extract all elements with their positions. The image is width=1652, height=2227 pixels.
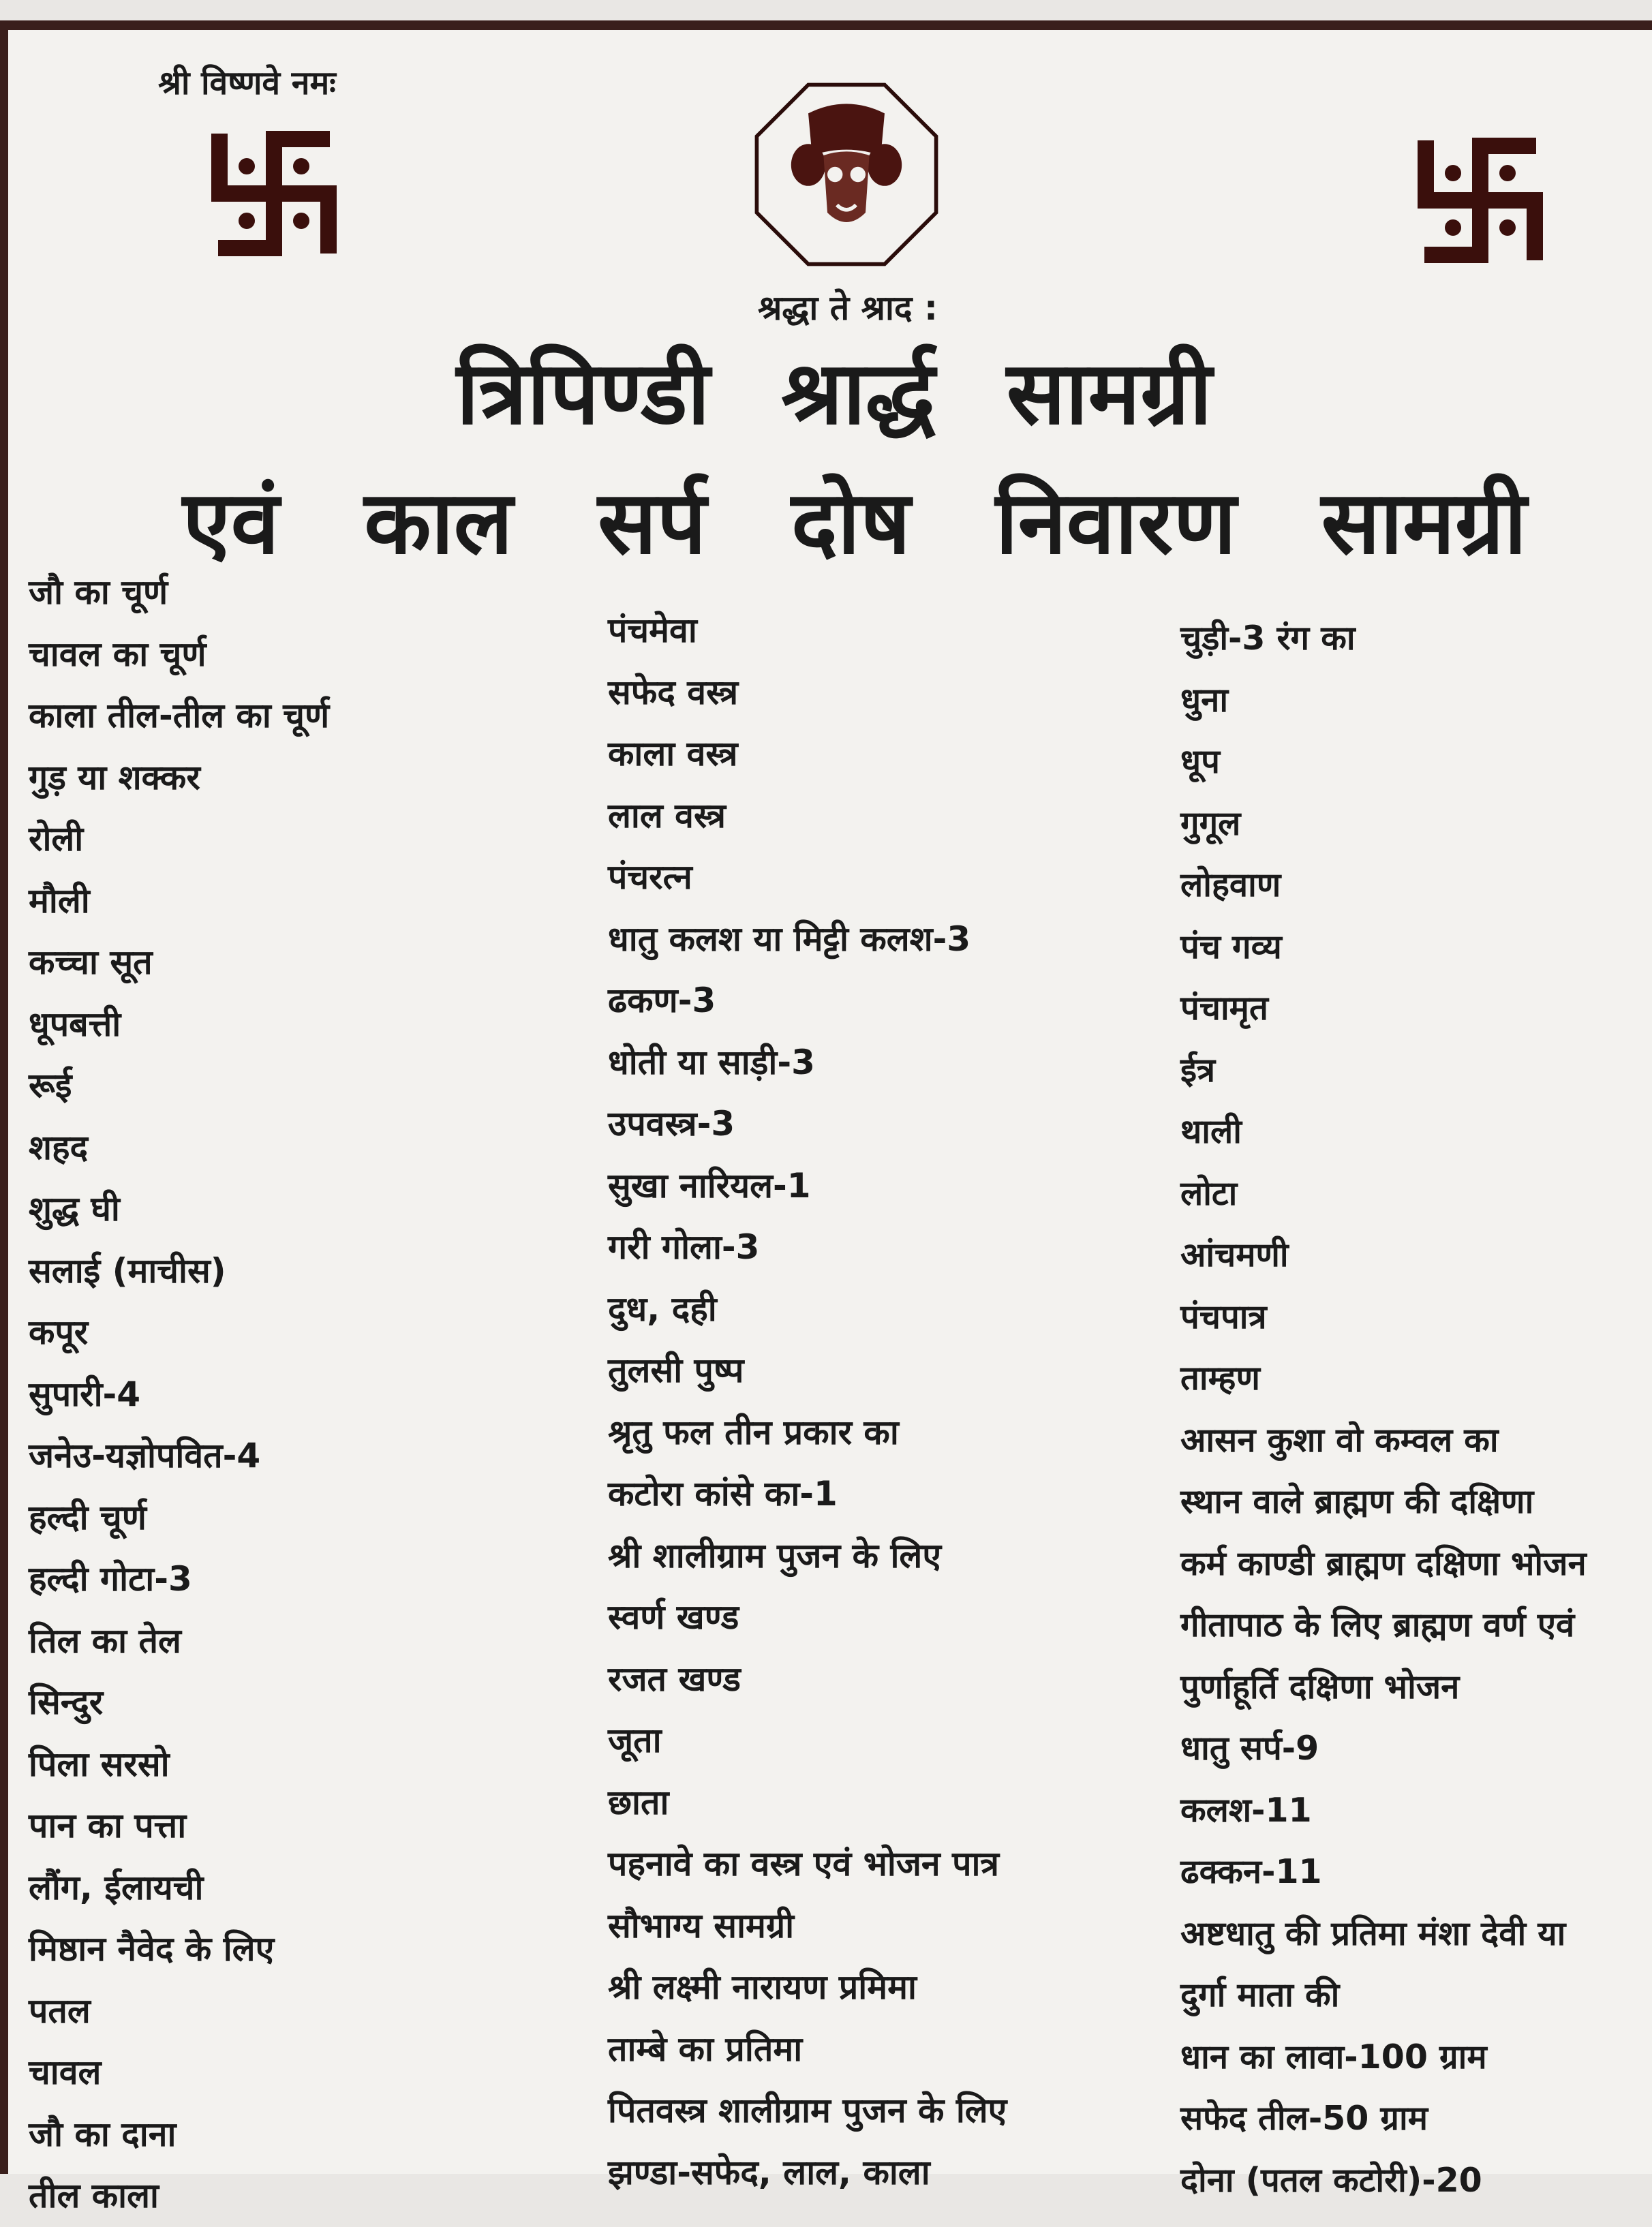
list-item: पहनावे का वस्त्र एवं भोजन पात्र bbox=[608, 1844, 1000, 1884]
swastika-right-icon bbox=[1412, 132, 1548, 268]
list-item: लाल वस्त्र bbox=[608, 795, 726, 835]
list-item: कच्चा सूत bbox=[29, 942, 153, 982]
list-item: ढक्कन-11 bbox=[1180, 1852, 1322, 1891]
list-item: पिला सरसो bbox=[29, 1744, 170, 1784]
list-item: चावल bbox=[29, 2053, 102, 2092]
list-item: ताम्बे का प्रतिमा bbox=[608, 2029, 803, 2069]
list-item: सफेद तील-50 ग्राम bbox=[1180, 2099, 1428, 2138]
list-item: धूपबत्ती bbox=[29, 1004, 121, 1044]
list-item: हल्दी गोटा-3 bbox=[29, 1559, 192, 1599]
list-item: रोली bbox=[29, 819, 84, 859]
deity-emblem-icon bbox=[751, 79, 942, 273]
list-item: लोहवाण bbox=[1180, 865, 1281, 904]
item-list-middle bbox=[608, 600, 1167, 2203]
list-item: दोना (पतल कटोरी)-20 bbox=[1180, 2160, 1482, 2200]
list-item: गुगूल bbox=[1180, 803, 1241, 843]
list-item: तिल का तेल bbox=[29, 1621, 181, 1661]
list-item: पंचपात्र bbox=[1180, 1297, 1267, 1336]
swastika-left-icon bbox=[206, 125, 342, 262]
list-item: थाली bbox=[1180, 1112, 1242, 1151]
list-item: स्वर्ण खण्ड bbox=[608, 1597, 739, 1637]
list-item: छाता bbox=[608, 1782, 669, 1822]
list-item: काला वस्त्र bbox=[608, 734, 738, 773]
list-item: जौ का दाना bbox=[29, 2114, 177, 2154]
list-item: चावल का चूर्ण bbox=[29, 634, 206, 674]
list-item: शहद bbox=[29, 1127, 89, 1167]
list-item: सफेद वस्त्र bbox=[608, 672, 739, 712]
list-item: ढकण-3 bbox=[608, 981, 716, 1020]
list-item: पुर्णाहूर्ति दक्षिणा भोजन bbox=[1180, 1667, 1460, 1706]
list-item: रजत खण्ड bbox=[608, 1659, 741, 1699]
list-item: हल्दी चूर्ण bbox=[29, 1497, 147, 1537]
list-item: दुर्गा माता की bbox=[1180, 1976, 1340, 2014]
list-item: चुड़ी-3 रंग का bbox=[1180, 619, 1356, 658]
list-item: धुना bbox=[1180, 680, 1229, 720]
list-item: श्रृतु फल तीन प्रकार का bbox=[608, 1412, 899, 1452]
list-item: धूप bbox=[1180, 742, 1220, 781]
list-item: सुखा नारियल-1 bbox=[608, 1165, 811, 1205]
motto-text: श्रद्धा ते श्राद : bbox=[758, 288, 938, 328]
list-item: ईत्र bbox=[1180, 1050, 1216, 1090]
list-item: जौ का चूर्ण bbox=[29, 572, 168, 612]
list-item: सलाई (माचीस) bbox=[29, 1250, 226, 1291]
list-item: धोती या साड़ी-3 bbox=[608, 1042, 815, 1082]
list-item: गीतापाठ के लिए ब्राह्मण वर्ण एवं bbox=[1180, 1606, 1575, 1644]
list-item: सुपारी-4 bbox=[29, 1374, 141, 1414]
list-item: काला तील-तील का चूर्ण bbox=[29, 696, 330, 735]
invocation-text: श्री विष्णवे नमः bbox=[158, 64, 336, 102]
list-item: ताम्हण bbox=[1180, 1359, 1260, 1398]
list-item: धान का लावा-100 ग्राम bbox=[1180, 2037, 1487, 2076]
page-title: त्रिपिण्डी श्रार्द्ध सामग्री bbox=[456, 343, 1212, 444]
page-subtitle: एवं काल सर्प दोष निवारण सामग्री bbox=[182, 472, 1527, 574]
list-item: दुध, दही bbox=[608, 1289, 717, 1329]
list-item: अष्टधातु की प्रतिमा मंशा देवी या bbox=[1180, 1914, 1566, 1953]
list-item: जूता bbox=[608, 1721, 662, 1760]
list-item: तील काला bbox=[29, 2176, 159, 2215]
list-item: सिन्दुर bbox=[29, 1683, 104, 1722]
list-item: झण्डा-सफेद, लाल, काला bbox=[608, 2152, 930, 2192]
document-sheet bbox=[0, 20, 1652, 2215]
list-item: पंच गव्य bbox=[1180, 927, 1282, 966]
list-item: स्थान वाले ब्राह्मण की दक्षिणा bbox=[1180, 1482, 1534, 1521]
list-item: सौभाग्य सामग्री bbox=[608, 1905, 795, 1946]
item-list-right bbox=[1180, 608, 1651, 2211]
list-item: श्री लक्ष्मी नारायण प्रमिमा bbox=[608, 1967, 917, 2007]
list-item: आंचमणी bbox=[1180, 1235, 1289, 1274]
list-item: गुड़ या शक्कर bbox=[29, 757, 200, 797]
list-item: पितवस्त्र शालीग्राम पुजन के लिए bbox=[608, 2091, 1007, 2130]
list-item: कपूर bbox=[29, 1312, 89, 1352]
list-item: पंचरत्न bbox=[608, 857, 692, 897]
list-item: उपवस्त्र-3 bbox=[608, 1104, 735, 1143]
list-item: पान का पत्ता bbox=[29, 1806, 187, 1845]
list-item: जनेउ-यज्ञोपवित-4 bbox=[29, 1436, 261, 1475]
list-item: पंचामृत bbox=[1180, 989, 1268, 1028]
list-item: मौली bbox=[29, 880, 90, 921]
list-item: मिष्ठान नैवेद के लिए bbox=[29, 1929, 275, 1969]
list-item: कटोरा कांसे का-1 bbox=[608, 1474, 838, 1514]
list-item: आसन कुशा वो कम्वल का bbox=[1180, 1420, 1499, 1460]
list-item: पंचमेवा bbox=[608, 611, 697, 650]
list-item: कलश-11 bbox=[1180, 1790, 1312, 1830]
list-item: धातु सर्प-9 bbox=[1180, 1729, 1319, 1768]
list-item: लौंग, ईलायची bbox=[29, 1867, 204, 1907]
list-item: शुद्ध घी bbox=[29, 1189, 120, 1229]
list-item: श्री शालीग्राम पुजन के लिए bbox=[608, 1535, 941, 1576]
list-item: कर्म काण्डी ब्राह्मण दक्षिणा भोजन bbox=[1180, 1543, 1587, 1583]
list-item: पतल bbox=[29, 1991, 91, 2031]
list-item: गरी गोला-3 bbox=[608, 1227, 760, 1267]
list-item: लोटा bbox=[1180, 1173, 1238, 1213]
item-list-left bbox=[29, 562, 574, 2227]
list-item: रूई bbox=[29, 1066, 72, 1105]
list-item: तुलसी पुष्प bbox=[608, 1351, 744, 1390]
list-item: धातु कलश या मिट्टी कलश-3 bbox=[608, 919, 971, 959]
